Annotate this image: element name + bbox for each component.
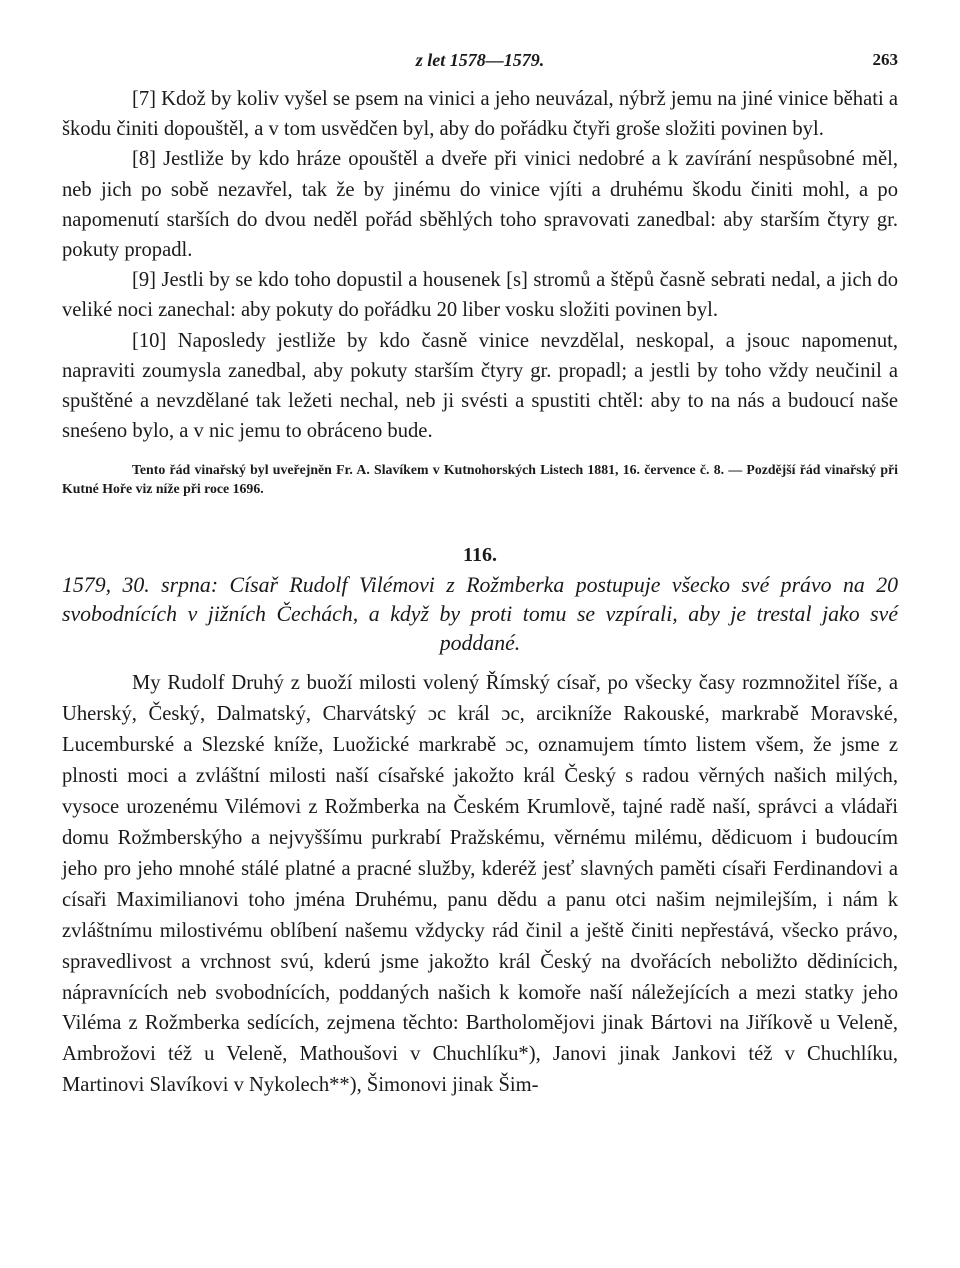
running-head bbox=[62, 50, 898, 84]
running-title: z let 1578—1579. bbox=[415, 50, 545, 70]
book-page bbox=[62, 50, 898, 1101]
page-number: 263 bbox=[872, 50, 898, 69]
paragraph-10: [10] Naposledy jestliže by kdo časně vinice nevzdělal, neskopal, a jsouc napomenut, napraviti zoumysla zanedbal, aby pokuty starším čtyry gr. propadl; a jestli by toho vždy neučinil a spuštěné a nevzdělané tak ležeti nechal, neb ji svésti a spustiti chtěl: aby to na nás a budoucí naše sneśeno bylo, a v nic jemu to obráceno bude. bbox=[62, 329, 898, 443]
document-number: 116. bbox=[463, 544, 497, 567]
document-date: 1579, 30. srpna: bbox=[62, 573, 219, 598]
document-text: My Rudolf Druhý z buoží milosti volený Římský císař, po všecky časy rozmnožitel říše, a Uherský, Český, Dalmatský, Charvátský ɔc král ɔc, arcikníže Rakouské, markrabě Moravské, Lucemburské a Slezské kníže, Luožické markrabě ɔc, oznamujem tímto listem všem, že jsme z plnosti moci a zvláštní milosti naší císařské jakožto král Český s radou věrných našich milých, vysoce urozenému Vilémovi z Rožmberka na Českém Krumlově, tajné radě naší, správci a vládaři domu Rožmberskýho a nejvyššímu purkrabí Pražskému, věrnému milému, dědicuom i budoucím jeho pro jeho mnohé stálé platné a pracné služby, kderéž jesť slavných paměti císaři Ferdinandovi a císaři Maximilianovi toho jména Druhému, panu dědu a panu otci našim nejmilejším, i nám k zvláštnímu milostivému oblíbení našemu vždycky rád činil a ještě činiti nepřestává, všecko právo, spravedlivost a vrchnost svú, kderú jsme jakožto král Český na dvořácích neboližto dědinícich, nápravnících neb svobodnících, poddaných našich k komoře naší náležejících a mezi statky jeho Viléma z Rožmberka sedících, zejmena těchto: Bartholomějovi jinak Bártovi na Jiříkově u Veleně, Ambrožovi též u Veleně, Mathoušovi v Chuchlíku*), Janovi jinak Jankovi též v Chuchlíku, Martinovi Slavíkovi v Nykolech**), Šimonovi jinak Šim- bbox=[62, 672, 898, 1097]
paragraph-9: [9] Jestli by se kdo toho dopustil a housenek [s] stromů a štěpů časně sebrati nedal, a jich do veliké noci zanechal: aby pokuty do pořádku 20 liber vosku složiti povinen byl. bbox=[62, 269, 898, 322]
paragraph-7: [7] Kdož by koliv vyšel se psem na vinici a jeho neuvázal, nýbrž jemu na jiné vinice běhati a škodu činiti dopouštěl, a v tom usvědčen byl, aby do pořádku čtyři groše složiti povinen byl. bbox=[62, 88, 898, 141]
document-heading bbox=[62, 571, 898, 658]
document-summary: Císař Rudolf Vilémovi z Rožmberka postupuje všecko své právo na 20 svobodnících v jižních Čechách, a když by proti tomu se vzpírali, aby je trestal jako své poddané. bbox=[62, 573, 898, 656]
editorial-note: Tento řád vinařský byl uveřejněn Fr. A. Slavíkem v Kutnohorských Listech 1881, 16. července č. 8. — Pozdější řád vinařský při Kutné Hoře viz níže při roce 1696. bbox=[62, 462, 898, 497]
paragraph-8: [8] Jestliže by kdo hráze opouštěl a dveře při vinici nedobré a k zavírání nespůsobné měl, neb jich po sobě nezavřel, tak že by jinému do vinice vjíti a druhému škodu činiti mohl, a po napomenutí starších do dvou neděl pořád sběhlých toho spravovati zanedbal: aby starším čtyry gr. pokuty propadl. bbox=[62, 148, 898, 262]
